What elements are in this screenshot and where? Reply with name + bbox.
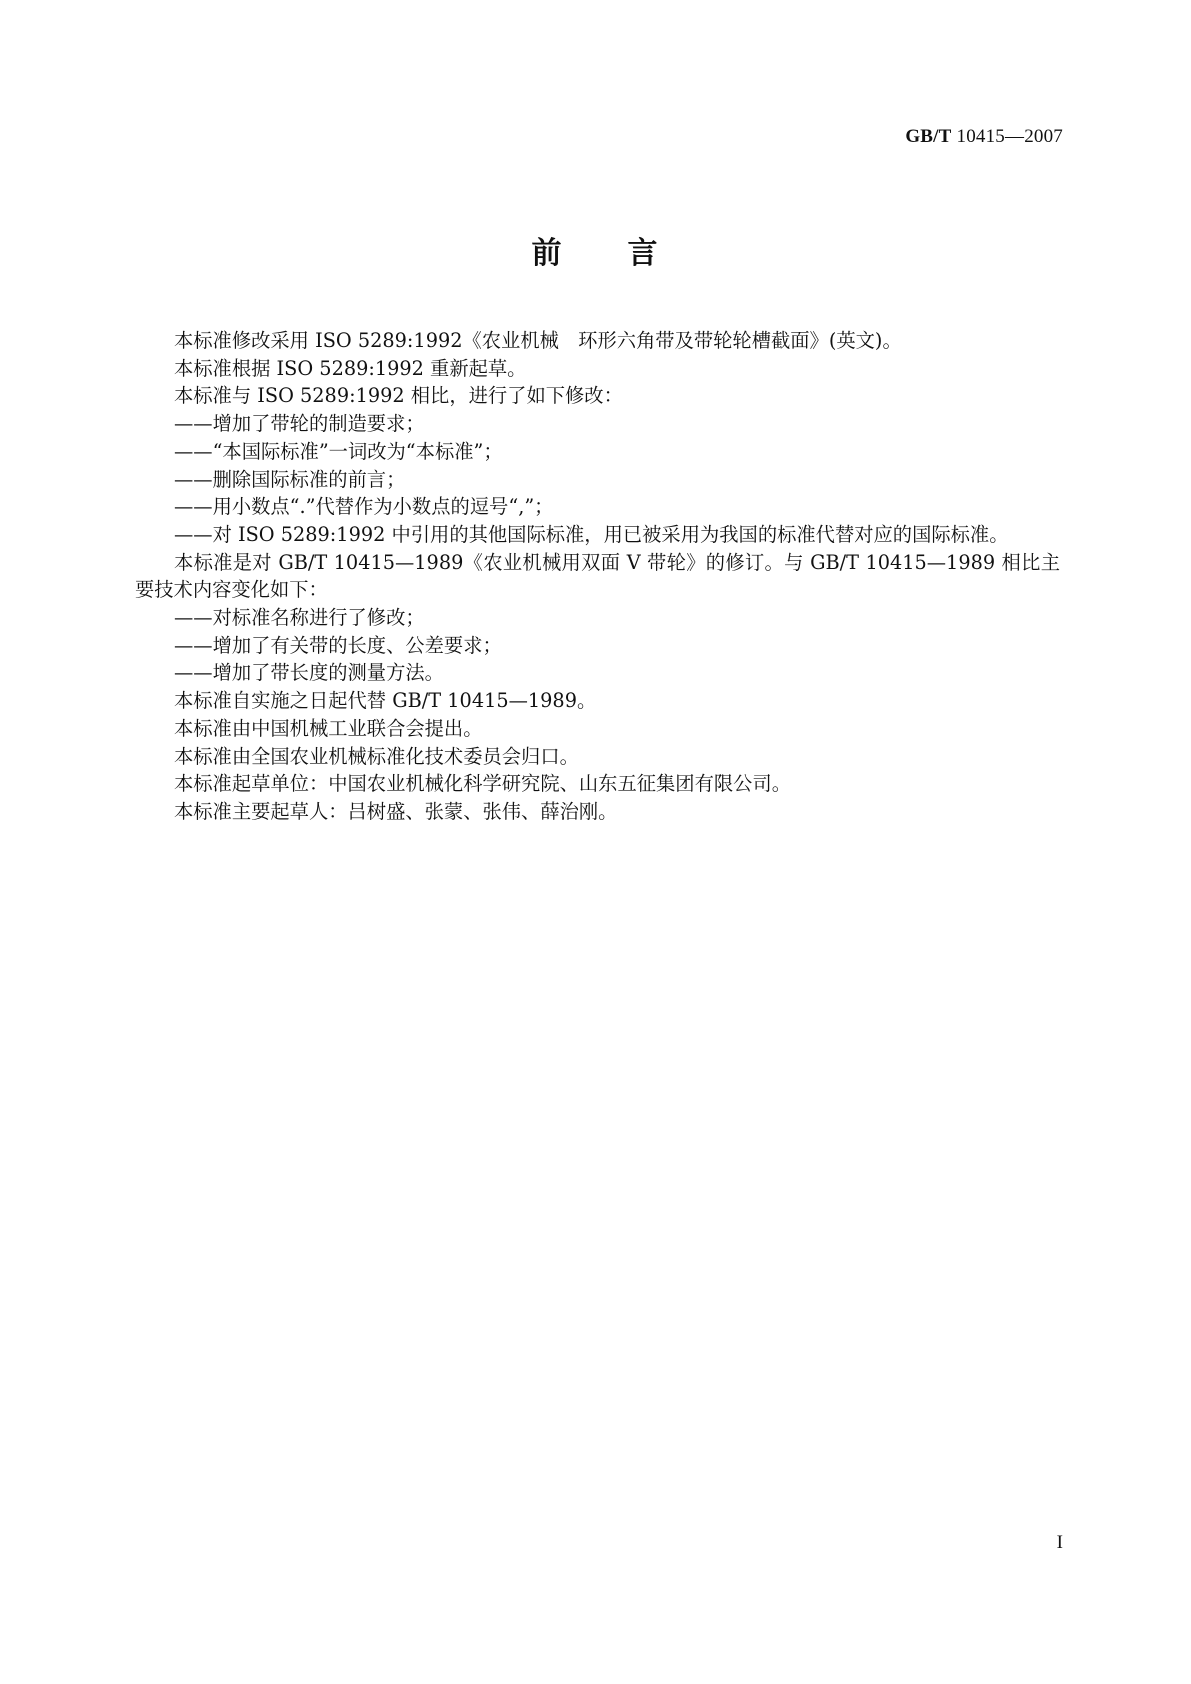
paragraph-replaces: 本标准自实施之日起代替 GB/T 10415—1989。	[174, 689, 597, 713]
paragraph-drafting-units: 本标准起草单位：中国农业机械化科学研究院、山东五征集团有限公司。	[174, 772, 791, 796]
list-item: ——对标准名称进行了修改；	[174, 606, 425, 630]
page-number: I	[1056, 1532, 1063, 1553]
list-item: ——增加了带长度的测量方法。	[174, 661, 444, 685]
page-title: 前 言	[531, 236, 660, 271]
paragraph-revision: 本标准是对 GB/T 10415—1989《农业机械用双面 V 带轮》的修订。与 GB/T 10415—1989 相比主要技术内容变化如下：	[135, 550, 1060, 602]
list-item: ——增加了有关带的长度、公差要求；	[174, 633, 502, 657]
paragraph-adoption: 本标准修改采用 ISO 5289:1992《农业机械 环形六角带及带轮轮槽截面》(英文)。	[174, 329, 902, 352]
list-item: ——用小数点“.”代替作为小数点的逗号“,”；	[174, 495, 554, 519]
standard-code: 10415—2007	[956, 126, 1063, 147]
paragraph-centralized-by: 本标准由全国农业机械标准化技术委员会归口。	[174, 744, 579, 768]
list-item: ——删除国际标准的前言；	[174, 467, 406, 491]
paragraph-proposed-by: 本标准由中国机械工业联合会提出。	[174, 716, 483, 740]
foreword-body	[135, 327, 1060, 826]
standard-number	[905, 126, 1063, 148]
list-item: ——对 ISO 5289:1992 中引用的其他国际标准，用已被采用为我国的标准代替对应的国际标准。	[174, 522, 1009, 546]
paragraph-redrafted: 本标准根据 ISO 5289:1992 重新起草。	[174, 356, 527, 380]
paragraph-drafters: 本标准主要起草人：吕树盛、张蒙、张伟、薛治刚。	[174, 799, 618, 823]
standard-prefix: GB/T	[905, 126, 952, 147]
list-item: ——增加了带轮的制造要求；	[174, 412, 425, 436]
list-item: ——“本国际标准”一词改为“本标准”；	[174, 439, 503, 463]
paragraph-modifications-intro: 本标准与 ISO 5289:1992 相比，进行了如下修改：	[174, 384, 623, 408]
